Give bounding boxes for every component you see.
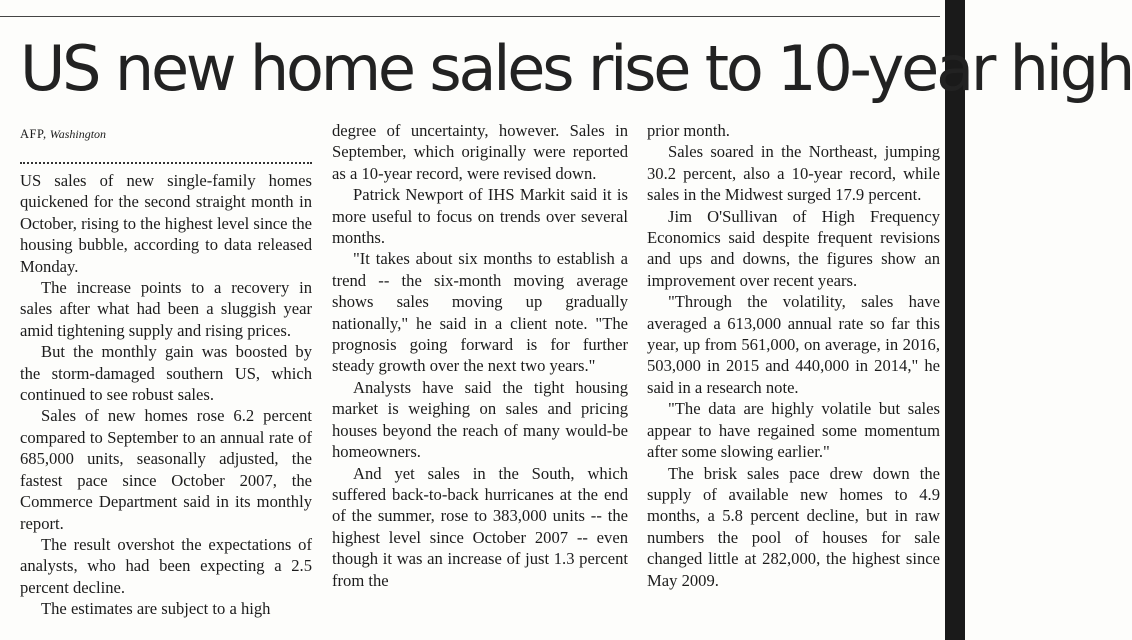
paragraph: US sales of new single-family homes quickened for the second straight month in October, rising to the highest level since the housing bubble, according to data released Monday. bbox=[20, 171, 312, 276]
article-column-1 bbox=[20, 120, 312, 620]
paragraph: And yet sales in the South, which suffered back-to-back hurricanes at the end of the summer, rose to 383,000 units -- the highest level since October 2007 -- even though it was an increase of just 1.3 percent from the bbox=[332, 463, 628, 590]
headline: US new home sales rise to 10-year high bbox=[20, 32, 1132, 105]
paragraph: "It takes about six months to establish a trend -- the six-month moving average shows sales moving up gradually nationally," he said in a client note. "The prognosis going forward is for further steady growth over the next two years." bbox=[332, 249, 628, 376]
paragraph: Jim O'Sullivan of High Frequency Economics said despite frequent revisions and ups and downs, the figures show an improvement over recent years. bbox=[647, 206, 940, 290]
paragraph: Analysts have said the tight housing market is weighing on sales and pricing houses beyond the reach of many would-be homeowners. bbox=[332, 377, 628, 462]
paragraph: The estimates are subject to a high bbox=[41, 599, 271, 619]
top-rule bbox=[0, 16, 940, 17]
dotted-divider bbox=[20, 148, 312, 164]
paragraph: Sales soared in the Northeast, jumping 30.2 percent, also a 10-year record, while sales in the Midwest surged 17.9 percent. bbox=[647, 142, 940, 205]
byline-location: Washington bbox=[49, 127, 107, 141]
paragraph: But the monthly gain was boosted by the storm-damaged southern US, which continued to see robust sales. bbox=[20, 342, 312, 405]
article-column-3 bbox=[647, 120, 940, 591]
paragraph: "Through the volatility, sales have averaged a 613,000 annual rate so far this year, up from 561,000, on average, in 2016, 503,000 in 2015 and 440,000 in 2014," he said in a research note. bbox=[647, 292, 940, 397]
byline bbox=[20, 120, 312, 148]
byline-source: AFP, bbox=[20, 127, 47, 141]
paragraph: "The data are highly volatile but sales appear to have regained some momentum after some slowing earlier." bbox=[647, 399, 940, 462]
paragraph: The brisk sales pace drew down the supply of available new homes to 4.9 months, a 5.8 percent decline, but in raw numbers the pool of houses for sale changed little at 282,000, the highest since May 2009. bbox=[647, 463, 940, 590]
paragraph: Sales of new homes rose 6.2 percent compared to September to an annual rate of 685,000 units, seasonally adjusted, the fastest pace since October 2007, the Commerce Department said in its monthly report. bbox=[20, 406, 312, 533]
paragraph: The increase points to a recovery in sales after what had been a sluggish year amid tightening supply and rising prices. bbox=[20, 278, 312, 340]
paragraph: Patrick Newport of IHS Markit said it is more useful to focus on trends over several months. bbox=[332, 185, 628, 248]
paragraph: prior month. bbox=[647, 121, 730, 140]
paragraph: The result overshot the expectations of analysts, who had been expecting a 2.5 percent decline. bbox=[20, 534, 312, 597]
article-column-2 bbox=[332, 120, 628, 591]
paragraph: degree of uncertainty, however. Sales in September, which originally were reported as a 10-year record, were revised down. bbox=[332, 121, 628, 183]
